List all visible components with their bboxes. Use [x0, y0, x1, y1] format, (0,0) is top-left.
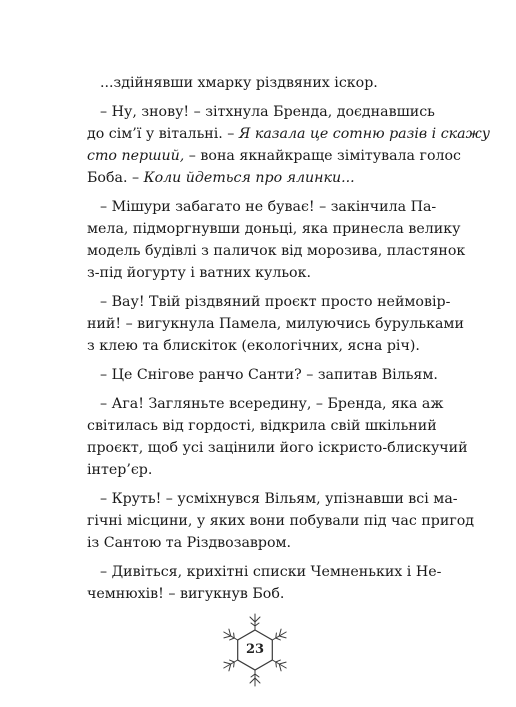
text-line [87, 335, 430, 357]
text-span: – Круть! – усміхнувся Вільям, упізнавши всі ма- [100, 491, 458, 507]
text-line [87, 240, 466, 262]
text-line [87, 510, 475, 532]
text-body [87, 72, 490, 605]
text-line [87, 459, 430, 481]
text-line [87, 196, 437, 218]
text-span: інтер’єр. [87, 462, 153, 478]
text-line [87, 167, 430, 189]
text-span: світилась від гордості, відкрила свій шкільний [87, 418, 437, 434]
text-line [87, 437, 468, 459]
text-span: мела, підморгнувши доньці, яка принесла велику [87, 221, 461, 237]
text-span: Боба. – [87, 170, 144, 186]
text-line [87, 532, 430, 554]
text-span: гічні місцини, у яких вони побували під час пригод [87, 513, 475, 529]
text-span: із Сантою та Різдвозавром. [87, 535, 292, 551]
text-span: з-під йогурту і ватних кульок. [87, 265, 311, 281]
text-line [87, 583, 430, 605]
text-span: проєкт, щоб усі зацінили його іскристо-блискучий [87, 440, 468, 456]
text-span: – Ну, знову! – зітхнула Бренда, доєднавшись [100, 104, 435, 120]
text-line [87, 561, 442, 583]
text-line [87, 364, 438, 386]
text-span: ний! – вигукнула Памела, милуючись бурульками [87, 316, 464, 332]
text-line [87, 123, 490, 145]
text-line [87, 145, 462, 167]
text-line [87, 72, 430, 94]
text-line [87, 393, 444, 415]
text-line [87, 218, 461, 240]
text-span: – вона якнайкраще зімітувала голос [184, 148, 462, 164]
text-span: – Вау! Твій різдвяний проєкт просто неймовір- [100, 294, 451, 310]
text-line [87, 313, 464, 335]
italic-text: Я казала це сотню разів і скажу [238, 126, 490, 142]
page-number: 23 [245, 642, 265, 657]
text-span: модель будівлі з паличок від морозива, пластянок [87, 243, 466, 259]
text-span: до сім’ї у вітальні. – [87, 126, 239, 142]
text-span: – Це Снігове ранчо Санти? – запитав Вільям. [100, 367, 438, 383]
italic-text: Коли йдеться про ялинки... [143, 170, 355, 186]
text-span: – Ага! Загляньте всередину, – Бренда, яка аж [100, 396, 444, 412]
text-span: чемнюхів! – вигукнув Боб. [87, 586, 285, 602]
text-line [87, 415, 437, 437]
text-span: ...здійнявши хмарку різдвяних іскор. [100, 75, 378, 91]
text-span: – Дивіться, крихітні списки Чемненьких і Не- [100, 564, 442, 580]
italic-text: сто перший, [87, 148, 185, 164]
text-line [87, 262, 430, 284]
text-line [87, 291, 451, 313]
text-span: – Мішури забагато не буває! – закінчила Па- [100, 199, 437, 215]
text-span: з клею та блискіток (екологічних, ясна річ). [87, 338, 420, 354]
text-line [87, 101, 435, 123]
text-line [87, 488, 458, 510]
